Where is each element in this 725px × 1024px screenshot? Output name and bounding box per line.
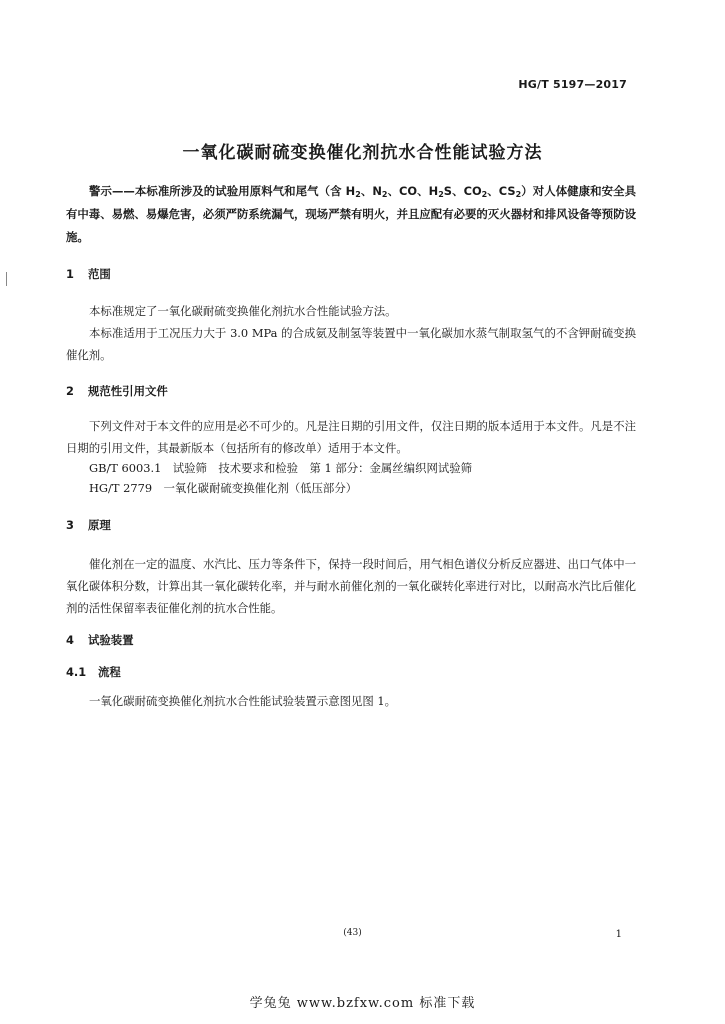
- paragraph: 一氧化碳耐硫变换催化剂抗水合性能试验装置示意图见图 1。: [89, 694, 397, 708]
- standard-code: HG/T 5197—2017: [518, 78, 627, 91]
- section-title: 原理: [88, 518, 111, 532]
- section-2-heading: [66, 383, 168, 399]
- section-4-heading: [66, 632, 134, 648]
- page-identifier: (43): [343, 928, 362, 938]
- subsection-4-1-heading: [66, 664, 121, 680]
- section-1-body: [66, 300, 636, 366]
- section-number: 4: [66, 633, 74, 647]
- subscript-n2: 2: [381, 190, 388, 199]
- document-title: 一氧化碳耐硫变换催化剂抗水合性能试验方法: [182, 143, 543, 163]
- scan-edge-mark: [6, 272, 7, 286]
- section-title: 规范性引用文件: [88, 384, 168, 398]
- section-3-heading: [66, 517, 111, 533]
- paragraph: 本标准规定了一氧化碳耐硫变换催化剂抗水合性能试验方法。: [89, 304, 397, 318]
- section-number: 3: [66, 518, 74, 532]
- section-3-body: [66, 553, 636, 619]
- warning-separator: 、N: [360, 184, 382, 198]
- paragraph: 本标准适用于工况压力大于 3.0 MPa 的合成氨及制氢等装置中一氧化碳加水蒸气制取氢气的不含钾耐硫变换催化剂。: [66, 326, 636, 362]
- reference-item: HG/T 2779 一氧化碳耐硫变换催化剂（低压部分）: [89, 481, 358, 495]
- subscript-cs2: 2: [515, 190, 522, 199]
- subsection-title: 流程: [98, 665, 121, 679]
- watermark-footer: 学兔兔 www.bzfxw.com 标准下载: [249, 996, 476, 1011]
- warning-text: 警示——本标准所涉及的试验用原料气和尾气（含 H: [89, 184, 356, 198]
- section-2-body: [66, 415, 636, 459]
- reference-item: GB/T 6003.1 试验筛 技术要求和检验 第 1 部分：金属丝编织网试验筛: [89, 461, 473, 475]
- subscript-h2: 2: [355, 190, 361, 199]
- warning-separator: 、CO、H: [387, 184, 439, 198]
- page-number: 1: [615, 929, 622, 940]
- subscript-h2s: 2: [438, 190, 444, 199]
- subsection-number: 4.1: [66, 665, 87, 679]
- warning-separator: 、CS: [487, 184, 516, 198]
- section-title: 试验装置: [88, 633, 134, 647]
- section-1-heading: [66, 266, 111, 282]
- section-title: 范围: [88, 267, 111, 281]
- paragraph: 催化剂在一定的温度、水汽比、压力等条件下，保持一段时间后，用气相色谱仪分析反应器进、出口气体中一氧化碳体积分数，计算出其一氧化碳转化率，并与耐水前催化剂的一氧化碳转化率进行对比，以耐高水汽比后催化剂的活性保留率表征催化剂的抗水合性能。: [66, 557, 636, 615]
- section-number: 2: [66, 384, 74, 398]
- warning-separator: S、CO: [443, 184, 482, 198]
- section-number: 1: [66, 267, 74, 281]
- subscript-co2: 2: [481, 190, 488, 199]
- warning-paragraph: [66, 180, 636, 249]
- paragraph: 下列文件对于本文件的应用是必不可少的。凡是注日期的引用文件，仅注日期的版本适用于本文件。凡是不注日期的引用文件，其最新版本（包括所有的修改单）适用于本文件。: [66, 419, 636, 455]
- subsection-4-1-body: [66, 690, 636, 712]
- warning-text-continued: ）对人体健康和安全具有中毒、易燃、易爆危害，必须严防系统漏气，现场严禁有明火，并且应配有必要的灭火器材和排风设备等预防设施。: [66, 184, 636, 244]
